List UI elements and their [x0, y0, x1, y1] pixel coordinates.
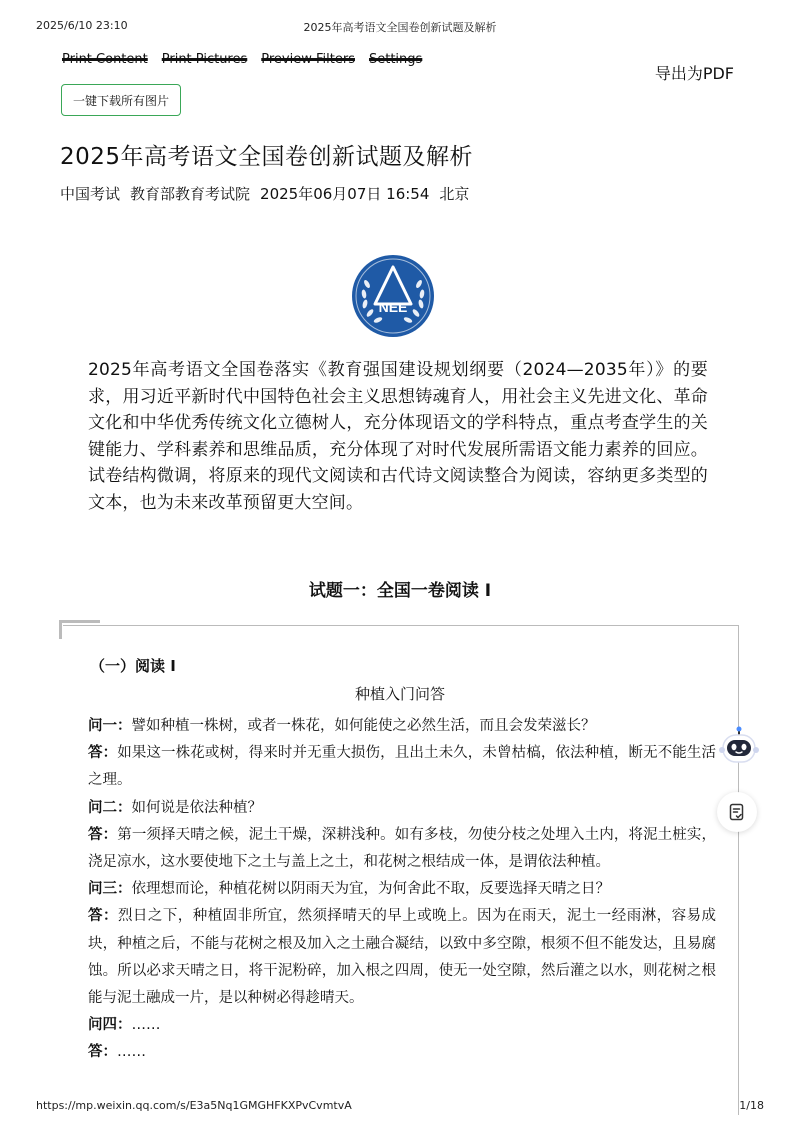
passage-title: 种植入门问答 — [354, 685, 445, 703]
qa-text: …… — [117, 1044, 146, 1061]
notes-icon — [728, 803, 746, 821]
qa-text: 第一须择天晴之候，泥土干燥，深耕浅种。如有多枝，勿使分枝之处埋入土内，将泥土桩实，浇足凉水，这水要使地下之土与盖上之土，和花树之根结成一体，是谓依法种植。 — [88, 826, 717, 871]
qa-label: 问三： — [88, 881, 132, 898]
qa-text: 譬如种植一株树，或者一株花，如何能使之必然生活，而且会发荣滋长？ — [131, 718, 596, 734]
qa-text: 依理想而论，种植花树以阴雨天为宜，为何舍此不取，反要选择天晴之日？ — [131, 881, 610, 898]
qa-item — [88, 713, 716, 740]
export-pdf-button[interactable]: 导出为PDF — [654, 64, 734, 83]
qa-text: 如何说是依法种植？ — [131, 799, 262, 816]
qa-text: 如果这一株花或树，得来时并无重大损伤，且出土未久，未曾枯槁，依法种植，断无不能生活之理。 — [88, 745, 717, 789]
qa-item — [88, 1039, 716, 1066]
qa-item — [88, 876, 716, 903]
qa-label: 问四： — [88, 1017, 132, 1034]
card-corner-decoration — [59, 620, 100, 639]
meta-location: 北京 — [439, 185, 470, 203]
ai-assistant-bot-icon[interactable] — [718, 726, 760, 770]
print-url: https://mp.weixin.qq.com/s/E3a5Nq1GMGHFKXPvCvmtvA — [36, 1099, 352, 1112]
notes-button[interactable] — [717, 792, 757, 832]
meta-author: 教育部教育考试院 — [130, 185, 251, 203]
qa-item — [88, 1012, 716, 1039]
toolbar-settings[interactable]: Settings — [368, 52, 423, 67]
print-datetime: 2025/6/10 23:10 — [36, 19, 128, 32]
qa-item — [88, 822, 716, 876]
intro-paragraph: 2025年高考语文全国卷落实《教育强国建设规划纲要（2024—2035年）》的要求，用习近平新时代中国特色社会主义思想铸魂育人，用社会主义先进文化、革命文化和中华优秀传统文化立德树人，充分体现语文的学科特点，重点考查学生的关键能力、学科素养和思维品质，充分体现了对时代发展所需语文能力素养的回应。试卷结构微调，将原来的现代文阅读和古代诗文阅读整合为阅读，容纳更多类型的文本，也为未来改革预留更大空间。 — [88, 360, 708, 513]
meta-source[interactable]: 中国考试 — [60, 185, 121, 203]
qa-label: 答： — [88, 826, 118, 843]
print-toolbar — [62, 52, 422, 67]
qa-label: 问二： — [88, 799, 132, 816]
section-heading: （一）阅读 I — [90, 657, 176, 675]
qa-label: 答： — [88, 908, 118, 925]
qa-item — [88, 795, 716, 822]
download-all-images-button[interactable]: 一键下载所有图片 — [61, 84, 181, 116]
qa-text: …… — [131, 1017, 161, 1034]
qa-list — [88, 713, 716, 1067]
toolbar-preview-filters[interactable]: Preview Filters — [261, 52, 355, 67]
logo-text: NEE — [378, 299, 408, 315]
article-meta — [60, 183, 469, 204]
qa-item — [88, 740, 716, 794]
toolbar-print-pictures[interactable]: Print Pictures — [161, 52, 248, 67]
qa-text: 烈日之下，种植固非所宜，然须择晴天的早上或晚上。因为在雨天，泥土一经雨淋，容易成块，种植之后，不能与花树之根及加入之土融合凝结，以致中多空隙，根须不但不能发达，且易腐蚀。所以必求天晴之日，将干泥粉碎，加入根之四周，使无一处空隙，然后灌之以水，则花树之根能与泥土融成一片，是以种树必得趁晴天。 — [88, 908, 717, 1007]
qa-item — [88, 903, 716, 1012]
article-title: 2025年高考语文全国卷创新试题及解析 — [60, 144, 474, 170]
toolbar-print-content[interactable]: Print Content — [62, 52, 148, 67]
neea-logo — [351, 254, 435, 338]
qa-label: 答： — [88, 1044, 117, 1061]
qa-label: 问一： — [88, 718, 132, 734]
print-doc-title: 2025年高考语文全国卷创新试题及解析 — [303, 21, 497, 34]
question-heading: 试题一：全国一卷阅读 I — [308, 581, 492, 601]
qa-label: 答： — [88, 745, 118, 762]
print-page-number: 1/18 — [739, 1099, 764, 1112]
meta-date: 2025年06月07日 16:54 — [260, 185, 430, 203]
